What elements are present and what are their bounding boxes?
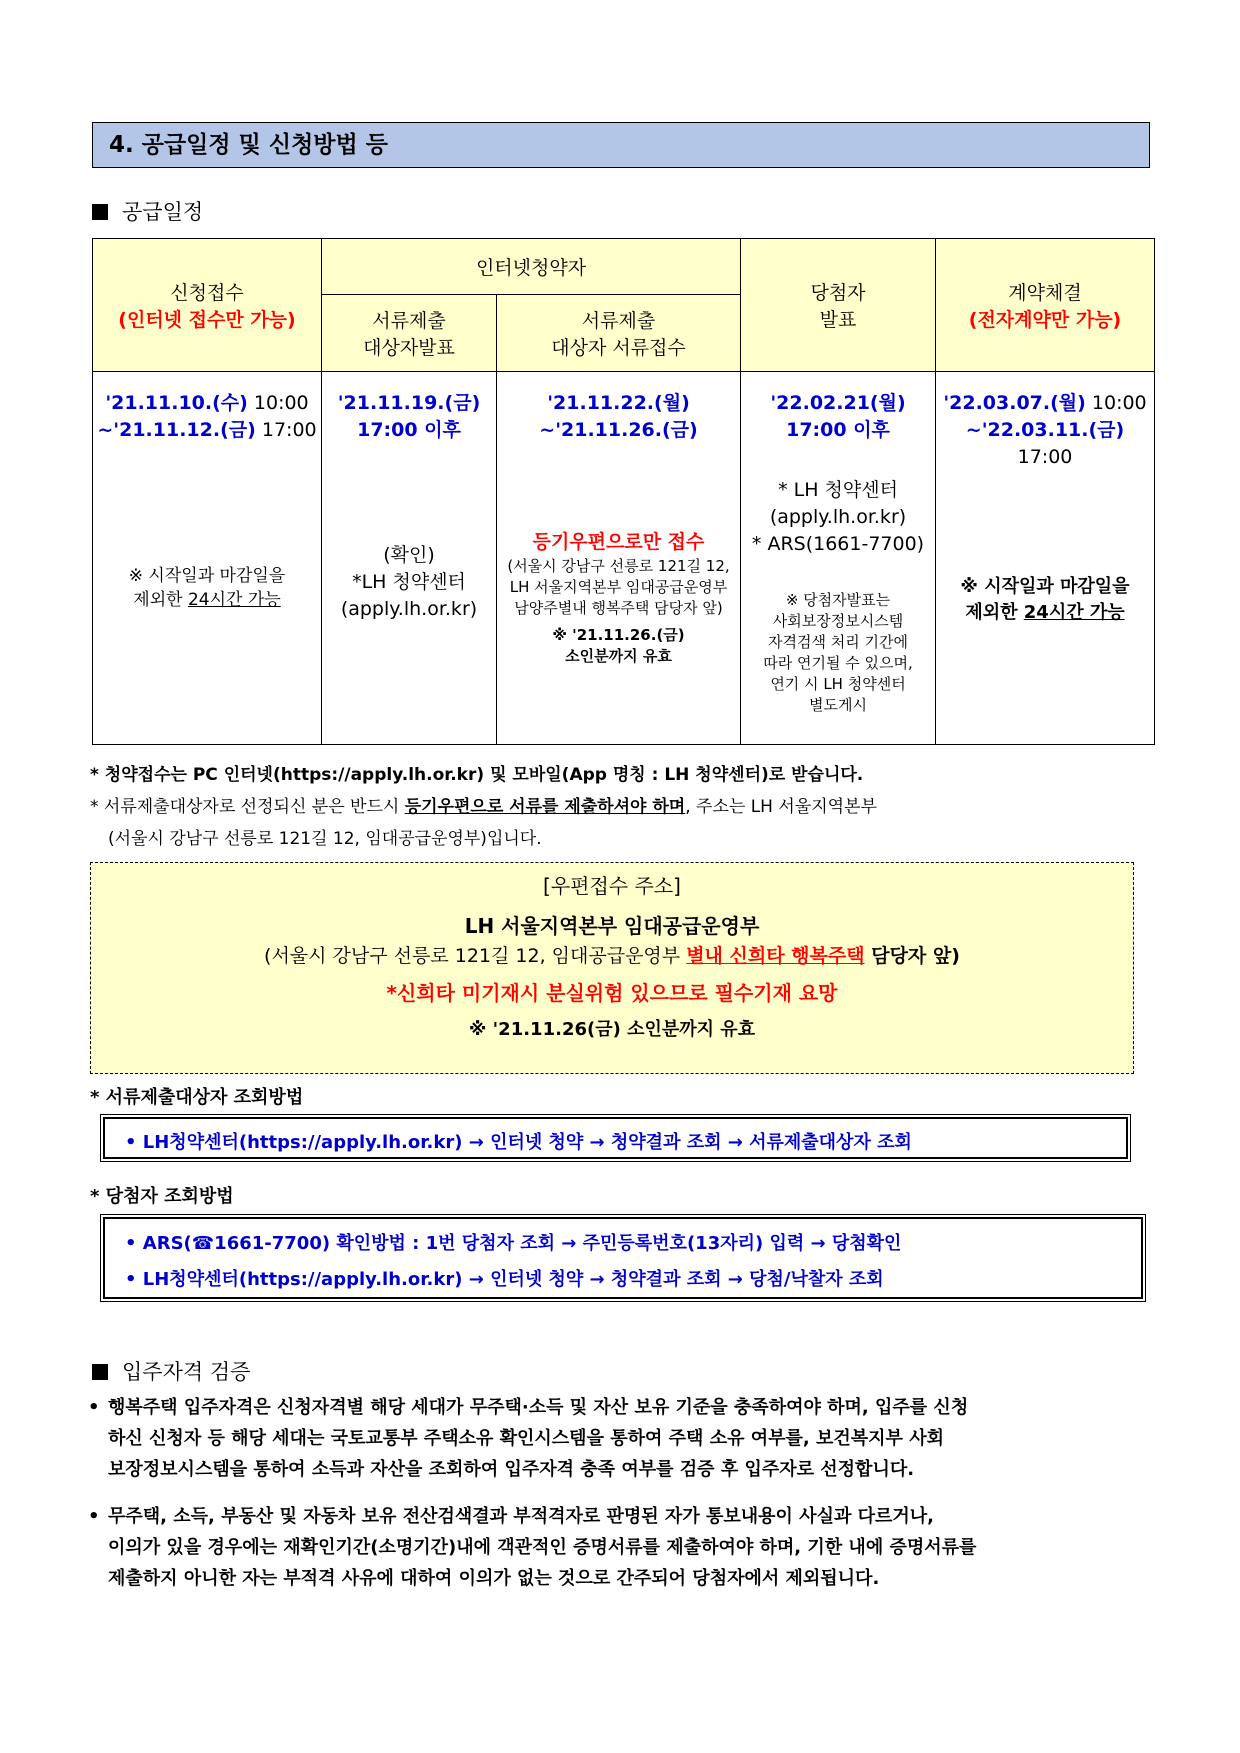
header-doc-target-announce: 서류제출 대상자발표 <box>322 295 497 372</box>
square-bullet-icon <box>92 204 108 220</box>
postal-valid: ※ '21.11.26(금) 소인분까지 유효 <box>468 1019 756 1040</box>
verification-paragraph-1: • 행복주택 입주자격은 신청자격별 해당 세대가 무주택·소득 및 자산 보유 기준을 충족하여야 하며, 입주를 신청 하신 신청자 등 해당 세대는 국토교통부 주택소유 확인시스템을 통하여 주택 소유 여부를, 보건복지부 사회 보장정보시스템을 통하여 소득과 자산을 조회하여 입주자격 충족 여부를 검증 후 입주자로 선정합니다. <box>88 1392 1158 1485</box>
bullet-icon: • <box>88 1397 100 1418</box>
winner-lookup-heading: * 당첨자 조회방법 <box>90 1186 234 1207</box>
postal-warning: *신희타 미기재시 분실위험 있으므로 필수기재 요망 <box>386 981 838 1005</box>
winner-lookup-ars: • ARS(☎1661-7700) 확인방법 : 1번 당첨자 조회 → 주민등록번호(13자리) 입력 → 당첨확인 <box>125 1233 902 1254</box>
doc-lookup-box <box>103 1117 1128 1159</box>
header-contract: 계약체결 (전자계약만 가능) <box>936 239 1155 372</box>
verification-paragraph-2: • 무주택, 소득, 부동산 및 자동차 보유 전산검색결과 부적격자로 판명된 자가 통보내용이 사실과 다르거나, 이의가 있을 경우에는 재확인기간(소명기간)내에 객관적인 증명서류를 제출하여야 하며, 기한 내에 증명서류를 제출하지 아니한 자는 부적격 사유에 대하여 이의가 없는 것으로 간주되어 당첨자에서 제외됩니다. <box>88 1501 1158 1594</box>
cell-winner-announcement: '22.02.21(월) 17:00 이후 * LH 청약센터 (apply.lh.or.kr) * ARS(1661-7700) ※ 당첨자발표는 사회보장정보시스템 자격검색 처리 기간에 따라 연기될 수 있으며, 연기 시 LH 청약센터 별도게시 <box>741 372 936 745</box>
postal-address: (서울시 강남구 선릉로 121길 12, 임대공급운영부 별내 신희타 행복주택 담당자 앞) <box>264 945 960 967</box>
doc-lookup-heading: * 서류제출대상자 조회방법 <box>90 1087 304 1108</box>
verification-heading <box>92 1356 250 1386</box>
header-internet-applicants: 인터넷청약자 <box>322 239 741 295</box>
cell-contract: '22.03.07.(월) 10:00 ~'22.03.11.(금) 17:00 ※ 시작일과 마감일을 제외한 24시간 가능 <box>936 372 1155 745</box>
postal-title: [우편접수 주소] <box>543 874 681 898</box>
schedule-heading-text: 공급일정 <box>122 200 204 224</box>
verification-heading-text: 입주자격 검증 <box>122 1360 251 1384</box>
winner-lookup-box <box>103 1217 1143 1299</box>
bullet-icon: • <box>88 1506 100 1527</box>
note-doc-submission: * 서류제출대상자로 선정되신 분은 반드시 등기우편으로 서류를 제출하셔야 하며, 주소는 LH 서울지역본부 (서울시 강남구 선릉로 121길 12, 임대공급운영부)입니다. <box>90 797 877 849</box>
cell-doc-submission: '21.11.22.(월) ~'21.11.26.(금) 등기우편으로만 접수 (서울시 강남구 선릉로 121길 12, LH 서울지역본부 임대공급운영부 남양주별내 행복주택 담당자 앞) ※ '21.11.26.(금) 소인분까지 유효 <box>497 372 741 745</box>
note-online-application: * 청약접수는 PC 인터넷(https://apply.lh.or.kr) 및 모바일(App 명칭 : LH 청약센터)로 받습니다. <box>90 765 864 785</box>
header-winner-announcement: 당첨자 발표 <box>741 239 936 372</box>
header-application: 신청접수 (인터넷 접수만 가능) <box>93 239 322 372</box>
section-title: 4. 공급일정 및 신청방법 등 <box>92 122 1150 168</box>
square-bullet-icon <box>92 1364 108 1380</box>
schedule-heading <box>92 196 203 226</box>
header-doc-submission: 서류제출 대상자 서류접수 <box>497 295 741 372</box>
postal-address-box <box>90 862 1134 1074</box>
winner-lookup-web: • LH청약센터(https://apply.lh.or.kr) → 인터넷 청약 → 청약결과 조회 → 당첨/낙찰자 조회 <box>125 1269 884 1290</box>
cell-doc-target-announce: '21.11.19.(금) 17:00 이후 (확인) *LH 청약센터 (apply.lh.or.kr) <box>322 372 497 745</box>
postal-org: LH 서울지역본부 임대공급운영부 <box>464 914 760 938</box>
schedule-table <box>92 238 1155 745</box>
doc-lookup-path: • LH청약센터(https://apply.lh.or.kr) → 인터넷 청약 → 청약결과 조회 → 서류제출대상자 조회 <box>125 1132 912 1153</box>
cell-application: '21.11.10.(수) 10:00 ~'21.11.12.(금) 17:00 ※ 시작일과 마감일을 제외한 24시간 가능 <box>93 372 322 745</box>
